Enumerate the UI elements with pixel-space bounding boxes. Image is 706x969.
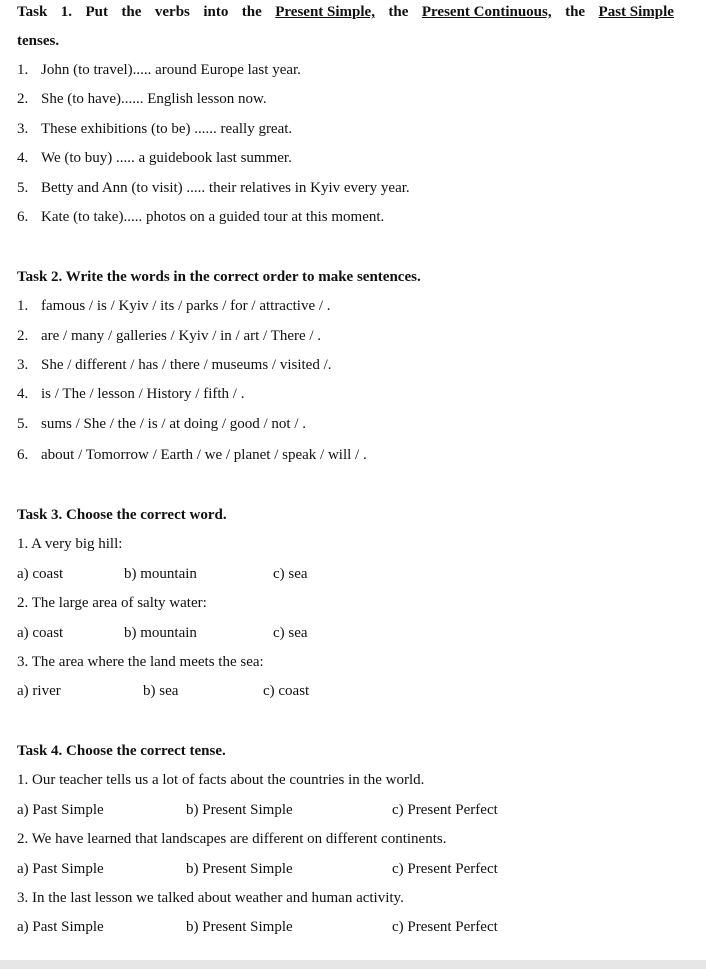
task3-question: 2. The large area of salty water:: [17, 595, 207, 611]
task2-item: 2. are / many / galleries / Kyiv / in / art / There / .: [17, 328, 322, 344]
option-b: b) Present Simple: [186, 861, 293, 877]
option-c: c) sea: [273, 625, 308, 641]
task2-item: 4. is / The / lesson / History / fifth / .: [17, 386, 245, 402]
task2-item: 3. She / different / has / there / museums / visited /.: [17, 357, 332, 373]
option-a: a) coast: [17, 566, 64, 582]
task1-title: Task 1. Put the verbs into the Present Simple, the Present Continuous, the Past Simple: [17, 4, 674, 20]
task2-item: 5. sums / She / the / is / at doing / good / not / .: [17, 416, 307, 432]
option-a: a) coast: [17, 625, 64, 641]
option-c: c) Present Perfect: [392, 919, 498, 935]
task1-item: 2. She (to have)...... English lesson now.: [17, 91, 267, 107]
present-continuous-term: Present Continuous,: [421, 4, 552, 20]
option-c: c) Present Perfect: [392, 861, 498, 877]
option-a: a) river: [17, 683, 61, 699]
option-b: b) mountain: [124, 625, 197, 641]
option-b: b) Present Simple: [186, 919, 293, 935]
task3-question: 1. A very big hill:: [17, 536, 123, 552]
task2-item: 1. famous / is / Kyiv / its / parks / for / attractive / .: [17, 298, 331, 314]
task1-title-tail: tenses.: [17, 33, 60, 49]
option-c: c) Present Perfect: [392, 802, 498, 818]
task1-item: 4. We (to buy) ..... a guidebook last summer.: [17, 150, 292, 166]
task3-question: 3. The area where the land meets the sea:: [17, 654, 264, 670]
bottom-strip: [0, 960, 706, 969]
option-b: b) mountain: [124, 566, 197, 582]
task4-question: 3. In the last lesson we talked about weather and human activity.: [17, 890, 404, 906]
task1-item: 6. Kate (to take)..... photos on a guided tour at this moment.: [17, 209, 385, 225]
option-b: b) sea: [143, 683, 179, 699]
task4-question: 2. We have learned that landscapes are different on different continents.: [17, 831, 447, 847]
option-a: a) Past Simple: [17, 919, 104, 935]
task2-item: 6. about / Tomorrow / Earth / we / planet / speak / will / .: [17, 447, 367, 463]
task4-question: 1. Our teacher tells us a lot of facts about the countries in the world.: [17, 772, 425, 788]
task1-item: 5. Betty and Ann (to visit) ..... their relatives in Kyiv every year.: [17, 180, 410, 196]
task2-title: Task 2. Write the words in the correct order to make sentences.: [17, 269, 421, 285]
option-c: c) sea: [273, 566, 308, 582]
past-simple-term: Past Simple: [598, 4, 674, 20]
option-b: b) Present Simple: [186, 802, 293, 818]
task4-title: Task 4. Choose the correct tense.: [17, 743, 226, 759]
task3-title: Task 3. Choose the correct word.: [17, 507, 227, 523]
option-c: c) coast: [263, 683, 310, 699]
present-simple-term: Present Simple,: [275, 4, 375, 20]
task1-item: 1. John (to travel)..... around Europe last year.: [17, 62, 301, 78]
option-a: a) Past Simple: [17, 802, 104, 818]
task1-item: 3. These exhibitions (to be) ...... really great.: [17, 121, 293, 137]
option-a: a) Past Simple: [17, 861, 104, 877]
